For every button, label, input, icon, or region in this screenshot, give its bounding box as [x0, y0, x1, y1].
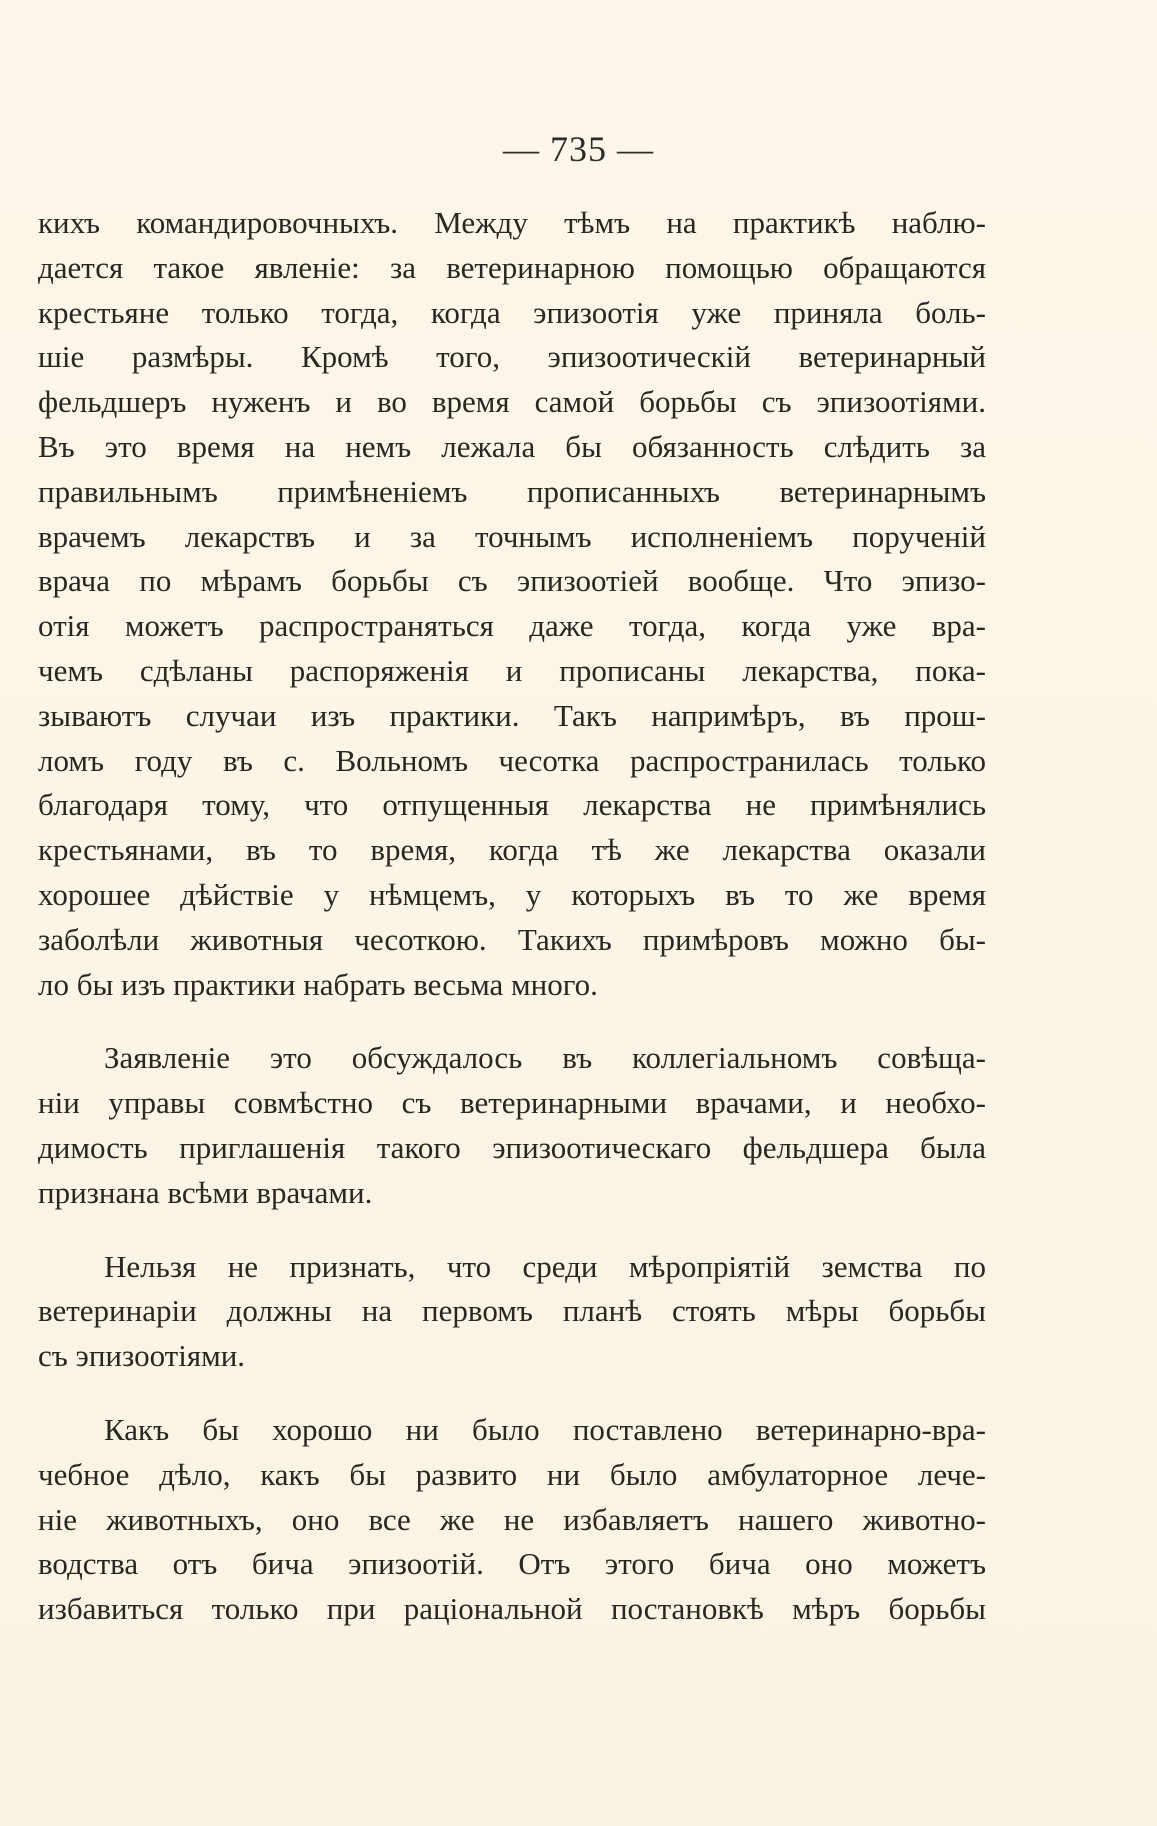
- text-line: ло бы изъ практики набрать весьма много.: [38, 966, 598, 1002]
- text-line: димость приглашенія такого эпизоотическаго фельдшера была: [38, 1129, 986, 1165]
- text-line: отія можетъ распространяться даже тогда, когда уже вра-: [38, 608, 986, 644]
- text-line: правильнымъ примѣненіемъ прописанныхъ ветеринарнымъ: [38, 473, 986, 509]
- text-line: Какъ бы хорошо ни было поставлено ветеринарно-вра-: [104, 1411, 986, 1447]
- text-line: ветеринаріи должны на первомъ планѣ стоять мѣры борьбы: [38, 1293, 986, 1329]
- text-line: врачемъ лекарствъ и за точнымъ исполненіемъ порученій: [38, 518, 986, 554]
- text-line: чебное дѣло, какъ бы развито ни было амбулаторное лече-: [38, 1456, 986, 1492]
- text-line: признана всѣми врачами.: [38, 1174, 373, 1210]
- paragraph: [38, 1036, 986, 1215]
- text-line: зываютъ случаи изъ практики. Такъ напримѣръ, въ прош-: [38, 697, 986, 733]
- body-text: [38, 201, 986, 1632]
- paragraph-gap: [38, 1379, 986, 1408]
- paragraph-gap: [38, 1216, 986, 1245]
- text-line: водства отъ бича эпизоотій. Отъ этого бича оно можетъ: [38, 1546, 986, 1582]
- text-line: фельдшеръ нуженъ и во время самой борьбы съ эпизоотіями.: [38, 384, 986, 420]
- text-line: шіе размѣры. Кромѣ того, эпизоотическій ветеринарный: [38, 339, 986, 375]
- text-line: ніи управы совмѣстно съ ветеринарными врачами, и необхо-: [38, 1085, 986, 1121]
- text-line: кихъ командировочныхъ. Между тѣмъ на практикѣ наблю-: [38, 205, 986, 240]
- text-line: съ эпизоотіями.: [38, 1338, 246, 1374]
- text-line: чемъ сдѣланы распоряженія и прописаны лекарства, пока-: [38, 652, 986, 688]
- text-line: хорошее дѣйствіе у нѣмцемъ, у которыхъ въ то же время: [38, 876, 986, 912]
- page-number: — 735 —: [503, 129, 654, 169]
- text-line: избавиться только при раціональной постановкѣ мѣръ борьбы: [38, 1591, 986, 1627]
- text-line: врача по мѣрамъ борьбы съ эпизоотіей вообще. Что эпизо-: [38, 563, 986, 599]
- paragraph: [38, 1245, 986, 1379]
- text-line: ломъ году въ с. Вольномъ чесотка распространилась только: [38, 742, 986, 778]
- text-line: Нельзя не признать, что среди мѣропріятій земства по: [104, 1248, 986, 1284]
- text-line: заболѣли животныя чесоткою. Такихъ примѣровъ можно бы-: [38, 921, 986, 957]
- text-line: ніе животныхъ, оно все же не избавляетъ нашего животно-: [38, 1501, 986, 1537]
- text-line: Заявленіе это обсуждалось въ коллегіальномъ совѣща-: [104, 1040, 986, 1076]
- text-line: дается такое явленіе: за ветеринарною помощью обращаются: [38, 249, 986, 285]
- paragraph: [38, 1408, 986, 1632]
- text-line: крестьянами, въ то время, когда тѣ же лекарства оказали: [38, 832, 986, 868]
- text-line: крестьяне только тогда, когда эпизоотія уже приняла боль-: [38, 294, 986, 330]
- text-line: благодаря тому, что отпущенныя лекарства не примѣнялись: [38, 787, 986, 823]
- paragraph: [38, 201, 986, 1007]
- text-line: Въ это время на немъ лежала бы обязанность слѣдить за: [38, 428, 986, 464]
- paragraph-gap: [38, 1007, 986, 1036]
